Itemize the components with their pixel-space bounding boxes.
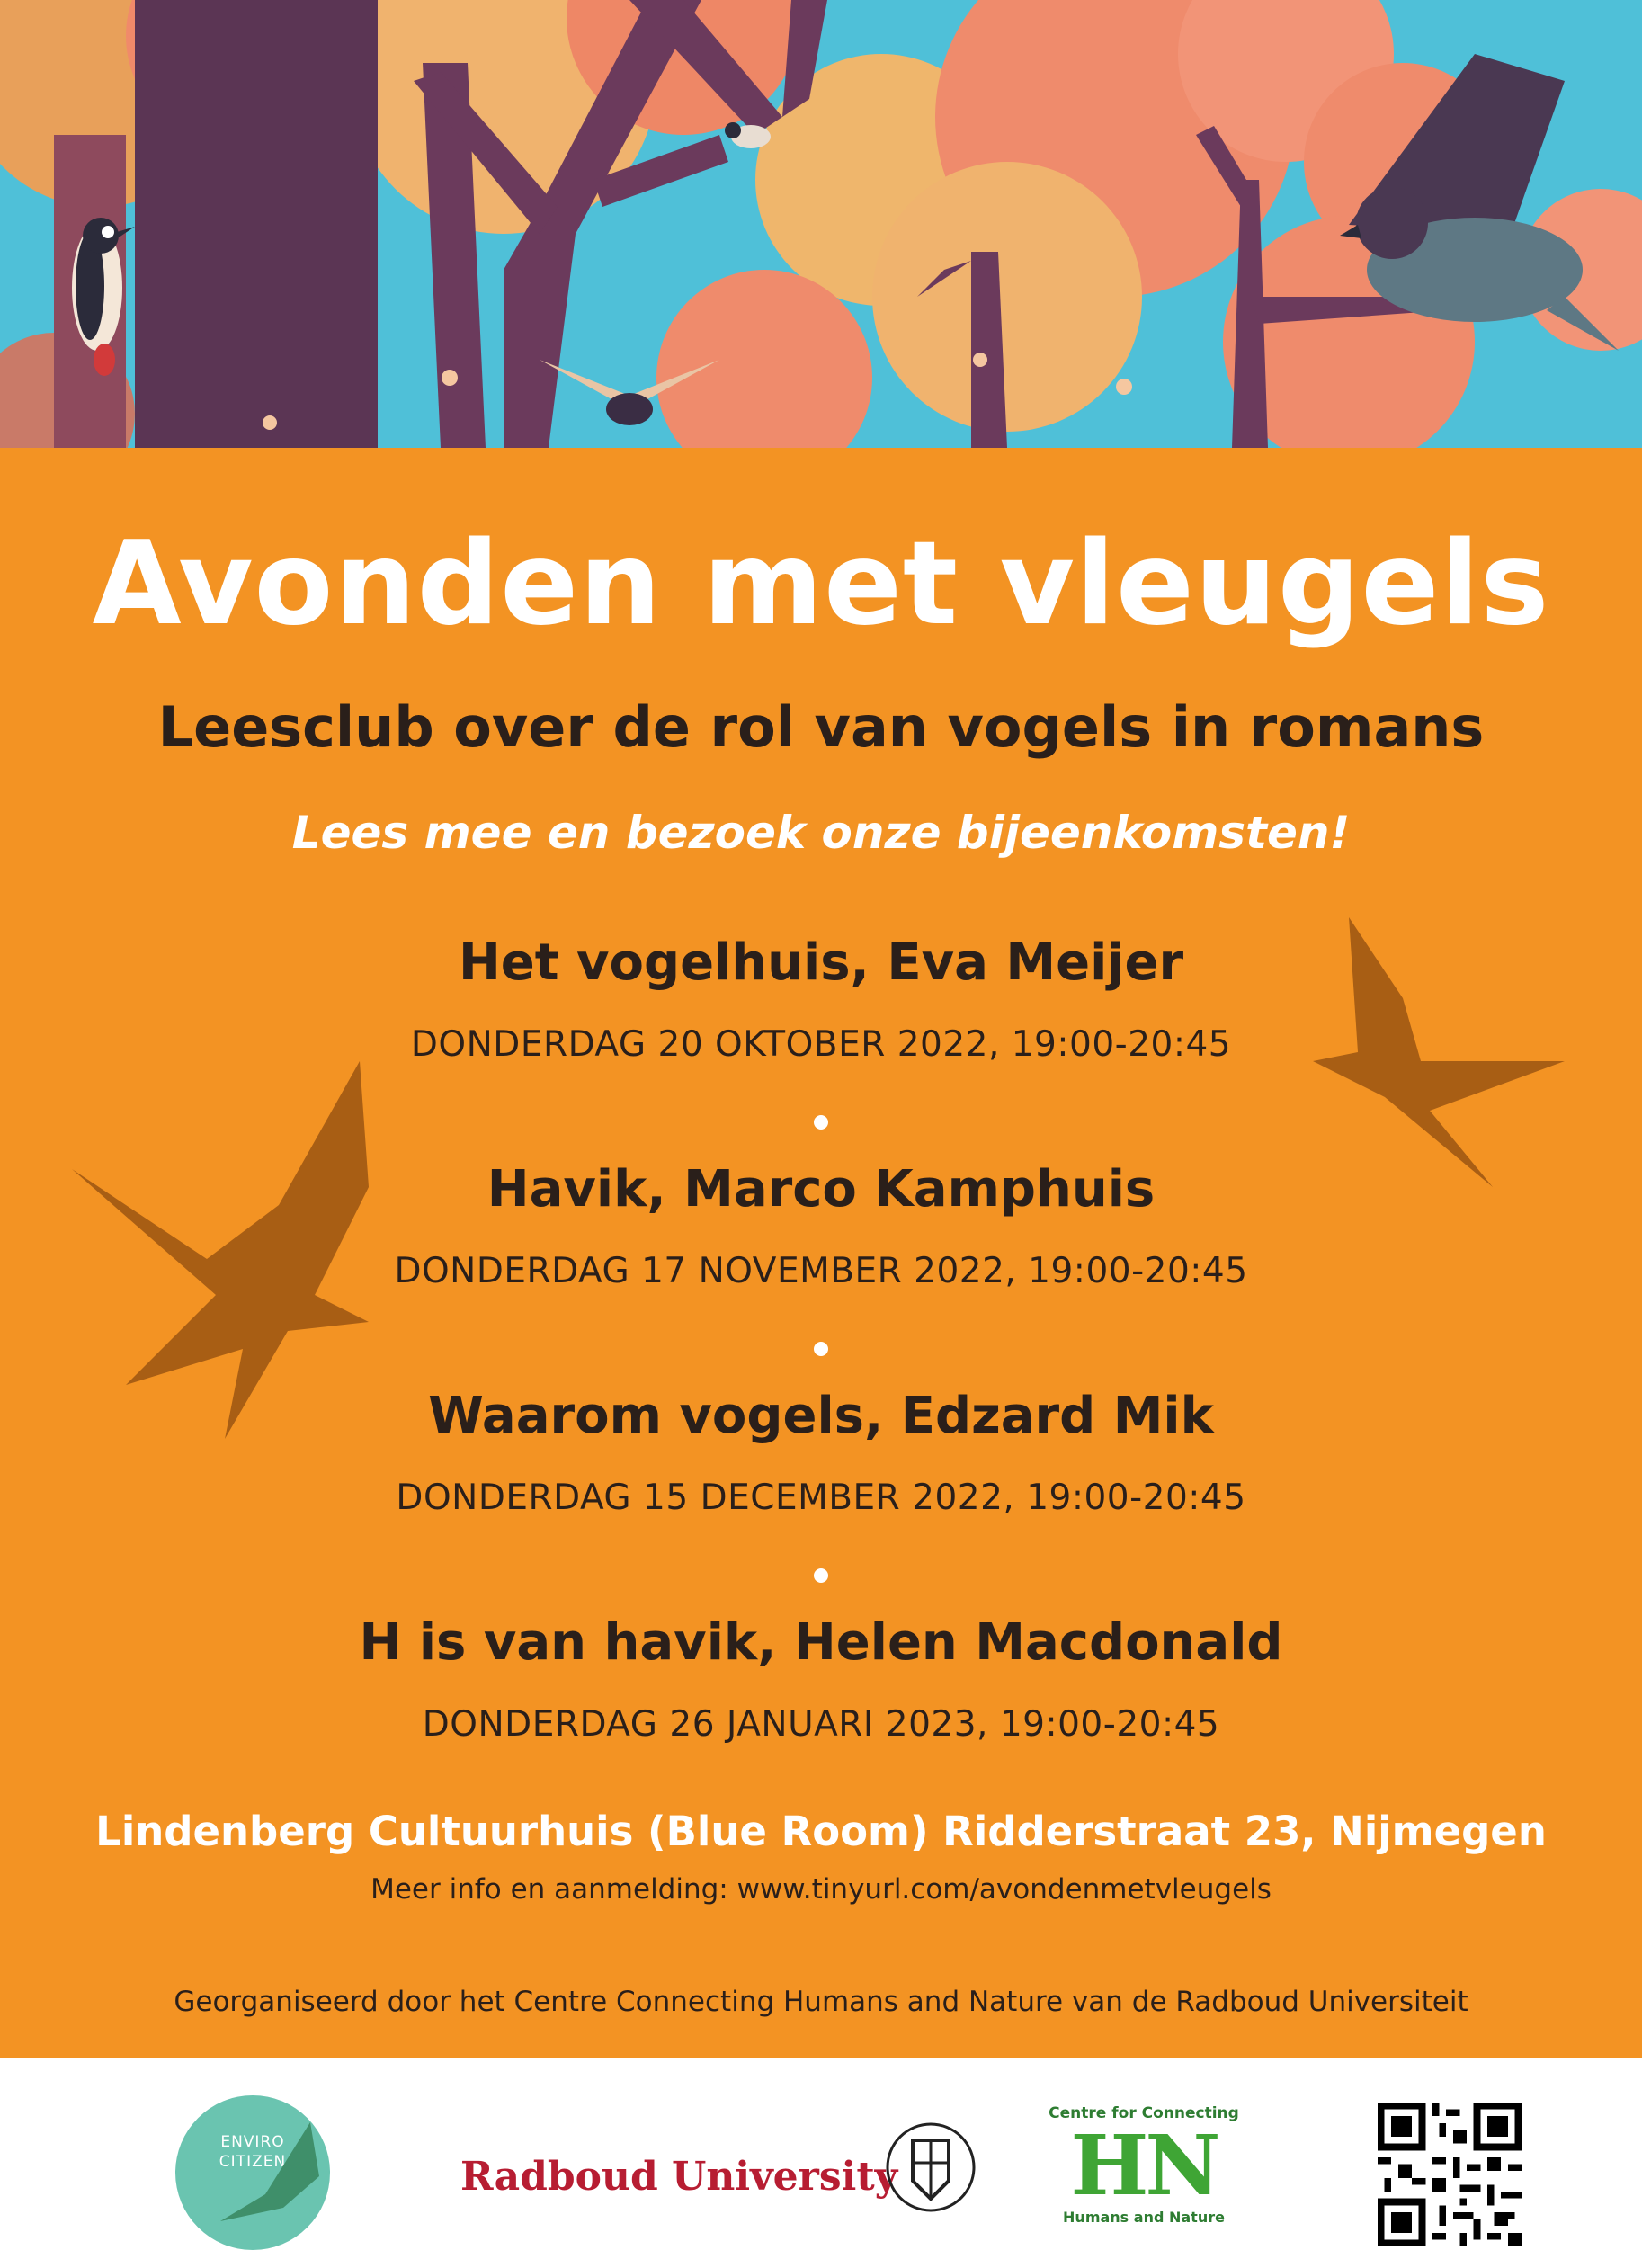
event-book: H is van havik, Helen Macdonald: [359, 1613, 1283, 1672]
logo-text: ENVIRO: [220, 2133, 285, 2151]
poster-title: Avonden met vleugels: [92, 517, 1550, 651]
venue-address: Lindenberg Cultuurhuis (Blue Room) Ridderstraat 23, Nijmegen: [95, 1808, 1547, 1855]
separator-dot: [814, 1115, 828, 1130]
bird-logo-icon: [202, 2122, 319, 2239]
logo-text: Centre for Connecting: [1049, 2104, 1239, 2122]
event-date: DONDERDAG 20 OKTOBER 2022, 19:00-20:45: [410, 1024, 1232, 1065]
autumn-forest-illustration: [0, 0, 1642, 448]
event-date: DONDERDAG 15 DECEMBER 2022, 19:00-20:45: [396, 1478, 1246, 1518]
chn-logo: [1045, 2104, 1243, 2226]
event-date: DONDERDAG 17 NOVEMBER 2022, 19:00-20:45: [394, 1251, 1248, 1291]
registration-info[interactable]: Meer info en aanmelding: www.tinyurl.com/avondenmetvleugels: [370, 1873, 1272, 1906]
logo-text: Humans and Nature: [1063, 2209, 1225, 2226]
logo-mark: HN: [1070, 2117, 1218, 2214]
separator-dot: [814, 1342, 828, 1356]
illustration-banner: [0, 0, 1642, 448]
event-book: Waarom vogels, Edzard Mik: [428, 1387, 1214, 1445]
event-item: [0, 1160, 1642, 1291]
separator-dot: [814, 1568, 828, 1583]
logo-text: CITIZEN: [219, 2153, 287, 2171]
poster-subtitle: Leesclub over de rol van vogels in romans: [157, 694, 1485, 760]
radboud-university-logo: Radboud University: [460, 2154, 898, 2200]
qr-code-icon[interactable]: [1378, 2103, 1522, 2246]
event-item: [0, 933, 1642, 1065]
envirocitizen-logo: [175, 2095, 330, 2250]
event-item: [0, 1387, 1642, 1518]
event-book: Het vogelhuis, Eva Meijer: [458, 933, 1184, 992]
event-book: Havik, Marco Kamphuis: [486, 1160, 1156, 1219]
organizer-note: Georganiseerd door het Centre Connecting Humans and Nature van de Radboud Universiteit: [174, 1986, 1468, 2018]
university-crest-icon: [886, 2118, 976, 2217]
event-item: [0, 1613, 1642, 1745]
event-date: DONDERDAG 26 JANUARI 2023, 19:00-20:45: [422, 1704, 1220, 1745]
poster-tagline: Lees mee en bezoek onze bijeenkomsten!: [291, 807, 1351, 859]
